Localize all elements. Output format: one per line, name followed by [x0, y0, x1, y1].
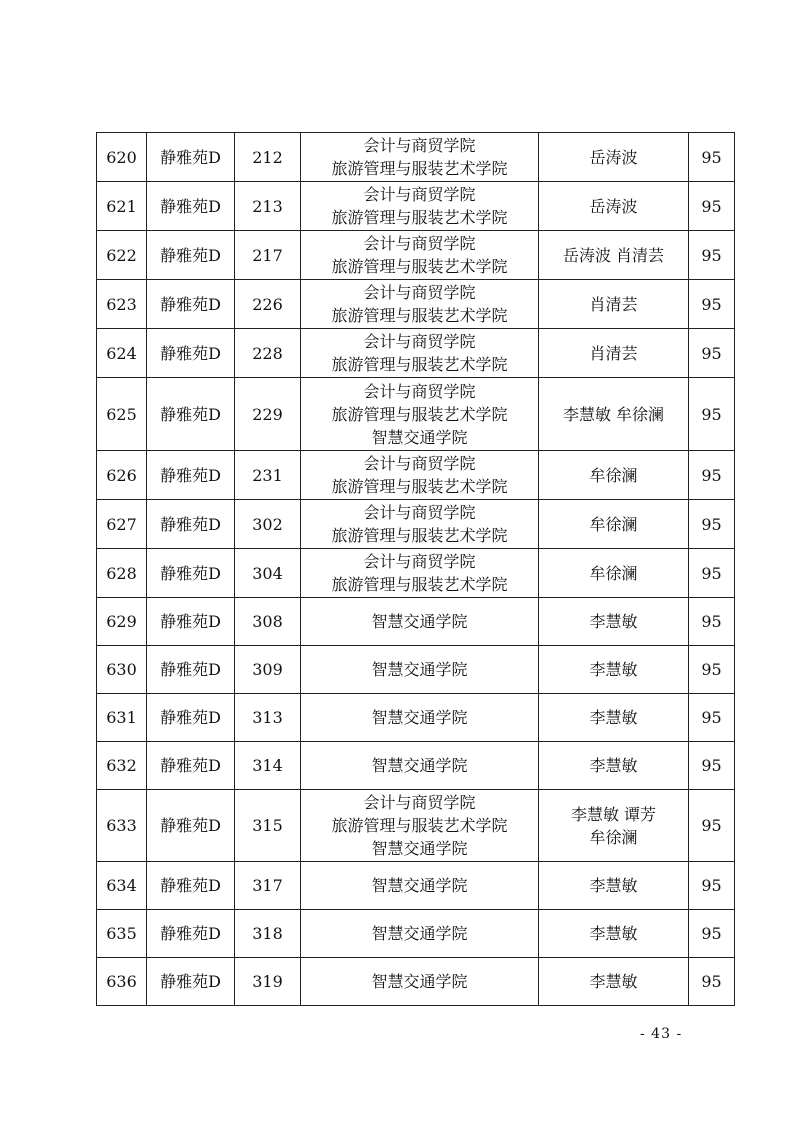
room-cell: 302 [235, 500, 301, 549]
score-cell: 95 [689, 862, 735, 910]
teacher-name: 牟徐澜 [589, 465, 638, 485]
college-cell [301, 862, 539, 910]
college-name: 旅游管理与服装艺术学院 [331, 355, 508, 374]
college-name: 旅游管理与服装艺术学院 [331, 477, 508, 496]
building-cell: 静雅苑D [147, 646, 235, 694]
table-row [97, 910, 735, 958]
college-name: 会计与商贸学院 [363, 136, 476, 155]
score-cell: 95 [689, 329, 735, 378]
college-cell [301, 500, 539, 549]
building-cell: 静雅苑D [147, 231, 235, 280]
college-cell [301, 182, 539, 231]
score-cell: 95 [689, 646, 735, 694]
teacher-name: 李慧敏 [589, 876, 638, 895]
college-name: 旅游管理与服装艺术学院 [331, 159, 508, 178]
table-row [97, 958, 735, 1006]
score-cell: 95 [689, 742, 735, 790]
college-cell [301, 231, 539, 280]
college-name: 旅游管理与服装艺术学院 [331, 404, 508, 424]
building-cell: 静雅苑D [147, 958, 235, 1006]
row-number-cell: 631 [97, 694, 147, 742]
college-name: 会计与商贸学院 [363, 793, 476, 812]
college-name: 会计与商贸学院 [363, 332, 476, 351]
row-number-cell: 633 [97, 790, 147, 862]
college-cell [301, 280, 539, 329]
teacher-name: 李慧敏 [589, 660, 638, 679]
teacher-name: 肖清芸 [589, 343, 638, 363]
teacher-cell [539, 133, 689, 182]
building-cell: 静雅苑D [147, 549, 235, 598]
room-cell: 318 [235, 910, 301, 958]
score-cell: 95 [689, 231, 735, 280]
college-cell [301, 910, 539, 958]
teacher-cell [539, 862, 689, 910]
college-name: 旅游管理与服装艺术学院 [331, 526, 508, 545]
college-cell [301, 694, 539, 742]
college-cell [301, 133, 539, 182]
room-cell: 315 [235, 790, 301, 862]
row-number-cell: 620 [97, 133, 147, 182]
teacher-cell [539, 280, 689, 329]
row-number-cell: 622 [97, 231, 147, 280]
table-row [97, 280, 735, 329]
table-row [97, 378, 735, 451]
score-cell: 95 [689, 549, 735, 598]
teacher-name: 岳涛波 [589, 196, 638, 216]
teacher-cell [539, 500, 689, 549]
college-name: 旅游管理与服装艺术学院 [331, 575, 508, 594]
building-cell: 静雅苑D [147, 910, 235, 958]
room-cell: 231 [235, 451, 301, 500]
college-name: 智慧交通学院 [371, 839, 468, 858]
room-cell: 226 [235, 280, 301, 329]
building-cell: 静雅苑D [147, 790, 235, 862]
score-cell: 95 [689, 378, 735, 451]
college-name: 旅游管理与服装艺术学院 [331, 257, 508, 276]
score-cell: 95 [689, 500, 735, 549]
row-number-cell: 624 [97, 329, 147, 378]
room-cell: 319 [235, 958, 301, 1006]
college-cell [301, 378, 539, 451]
table-row [97, 646, 735, 694]
table-row [97, 451, 735, 500]
table-row [97, 133, 735, 182]
teacher-cell [539, 329, 689, 378]
college-cell [301, 790, 539, 862]
teacher-name: 李慧敏 牟徐澜 [562, 404, 665, 424]
room-cell: 229 [235, 378, 301, 451]
teacher-name: 岳涛波 肖清芸 [562, 245, 665, 265]
room-cell: 228 [235, 329, 301, 378]
teacher-cell [539, 694, 689, 742]
building-cell: 静雅苑D [147, 133, 235, 182]
score-cell: 95 [689, 182, 735, 231]
teacher-name: 牟徐澜 [589, 563, 638, 583]
college-name: 会计与商贸学院 [363, 552, 476, 571]
college-name: 会计与商贸学院 [363, 503, 476, 522]
college-name: 会计与商贸学院 [363, 454, 476, 473]
teacher-cell [539, 742, 689, 790]
row-number-cell: 625 [97, 378, 147, 451]
room-cell: 304 [235, 549, 301, 598]
college-cell [301, 329, 539, 378]
row-number-cell: 636 [97, 958, 147, 1006]
table-row [97, 862, 735, 910]
table-row [97, 742, 735, 790]
teacher-name: 李慧敏 谭芳 [570, 804, 657, 824]
score-cell: 95 [689, 598, 735, 646]
college-cell [301, 742, 539, 790]
college-name: 旅游管理与服装艺术学院 [331, 306, 508, 325]
college-cell [301, 646, 539, 694]
teacher-cell [539, 378, 689, 451]
room-cell: 213 [235, 182, 301, 231]
dormitory-score-table [96, 132, 734, 1006]
teacher-name: 李慧敏 [589, 708, 638, 727]
row-number-cell: 627 [97, 500, 147, 549]
row-number-cell: 623 [97, 280, 147, 329]
page-number: - 43 - [640, 1026, 683, 1042]
college-name: 智慧交通学院 [371, 612, 468, 631]
teacher-name: 岳涛波 [589, 147, 638, 167]
teacher-cell [539, 598, 689, 646]
college-name: 智慧交通学院 [371, 427, 468, 447]
row-number-cell: 628 [97, 549, 147, 598]
college-name: 会计与商贸学院 [363, 283, 476, 302]
row-number-cell: 621 [97, 182, 147, 231]
college-name: 会计与商贸学院 [363, 234, 476, 253]
college-name: 智慧交通学院 [371, 876, 468, 895]
table-row [97, 694, 735, 742]
teacher-cell [539, 182, 689, 231]
college-name: 智慧交通学院 [371, 708, 468, 727]
building-cell: 静雅苑D [147, 694, 235, 742]
row-number-cell: 629 [97, 598, 147, 646]
table-row [97, 182, 735, 231]
teacher-name: 牟徐澜 [589, 827, 638, 847]
teacher-name: 李慧敏 [589, 924, 638, 943]
teacher-cell [539, 958, 689, 1006]
room-cell: 212 [235, 133, 301, 182]
building-cell: 静雅苑D [147, 329, 235, 378]
score-cell: 95 [689, 451, 735, 500]
college-name: 智慧交通学院 [371, 972, 468, 991]
building-cell: 静雅苑D [147, 862, 235, 910]
building-cell: 静雅苑D [147, 742, 235, 790]
row-number-cell: 630 [97, 646, 147, 694]
room-cell: 309 [235, 646, 301, 694]
teacher-cell [539, 549, 689, 598]
teacher-cell [539, 790, 689, 862]
teacher-cell [539, 451, 689, 500]
score-cell: 95 [689, 790, 735, 862]
college-cell [301, 958, 539, 1006]
room-cell: 317 [235, 862, 301, 910]
room-cell: 308 [235, 598, 301, 646]
room-cell: 313 [235, 694, 301, 742]
score-cell: 95 [689, 694, 735, 742]
building-cell: 静雅苑D [147, 280, 235, 329]
teacher-cell [539, 231, 689, 280]
college-name: 旅游管理与服装艺术学院 [331, 816, 508, 835]
teacher-name: 牟徐澜 [589, 514, 638, 534]
college-cell [301, 598, 539, 646]
teacher-name: 肖清芸 [589, 294, 638, 314]
college-name: 智慧交通学院 [371, 924, 468, 943]
table-row [97, 598, 735, 646]
teacher-cell [539, 910, 689, 958]
college-name: 智慧交通学院 [371, 756, 468, 775]
table-row [97, 329, 735, 378]
score-cell: 95 [689, 958, 735, 1006]
building-cell: 静雅苑D [147, 182, 235, 231]
teacher-cell [539, 646, 689, 694]
building-cell: 静雅苑D [147, 500, 235, 549]
college-name: 旅游管理与服装艺术学院 [331, 208, 508, 227]
row-number-cell: 626 [97, 451, 147, 500]
row-number-cell: 635 [97, 910, 147, 958]
college-cell [301, 549, 539, 598]
teacher-name: 李慧敏 [589, 972, 638, 991]
college-name: 会计与商贸学院 [363, 185, 476, 204]
room-cell: 217 [235, 231, 301, 280]
row-number-cell: 634 [97, 862, 147, 910]
college-name: 智慧交通学院 [371, 660, 468, 679]
table-row [97, 231, 735, 280]
room-cell: 314 [235, 742, 301, 790]
table-row [97, 500, 735, 549]
teacher-name: 李慧敏 [589, 756, 638, 775]
college-cell [301, 451, 539, 500]
college-name: 会计与商贸学院 [363, 381, 476, 401]
score-cell: 95 [689, 133, 735, 182]
table-body [97, 133, 735, 1006]
building-cell: 静雅苑D [147, 451, 235, 500]
building-cell: 静雅苑D [147, 378, 235, 451]
building-cell: 静雅苑D [147, 598, 235, 646]
table-row [97, 549, 735, 598]
score-cell: 95 [689, 280, 735, 329]
teacher-name: 李慧敏 [589, 612, 638, 631]
score-cell: 95 [689, 910, 735, 958]
table-row [97, 790, 735, 862]
row-number-cell: 632 [97, 742, 147, 790]
